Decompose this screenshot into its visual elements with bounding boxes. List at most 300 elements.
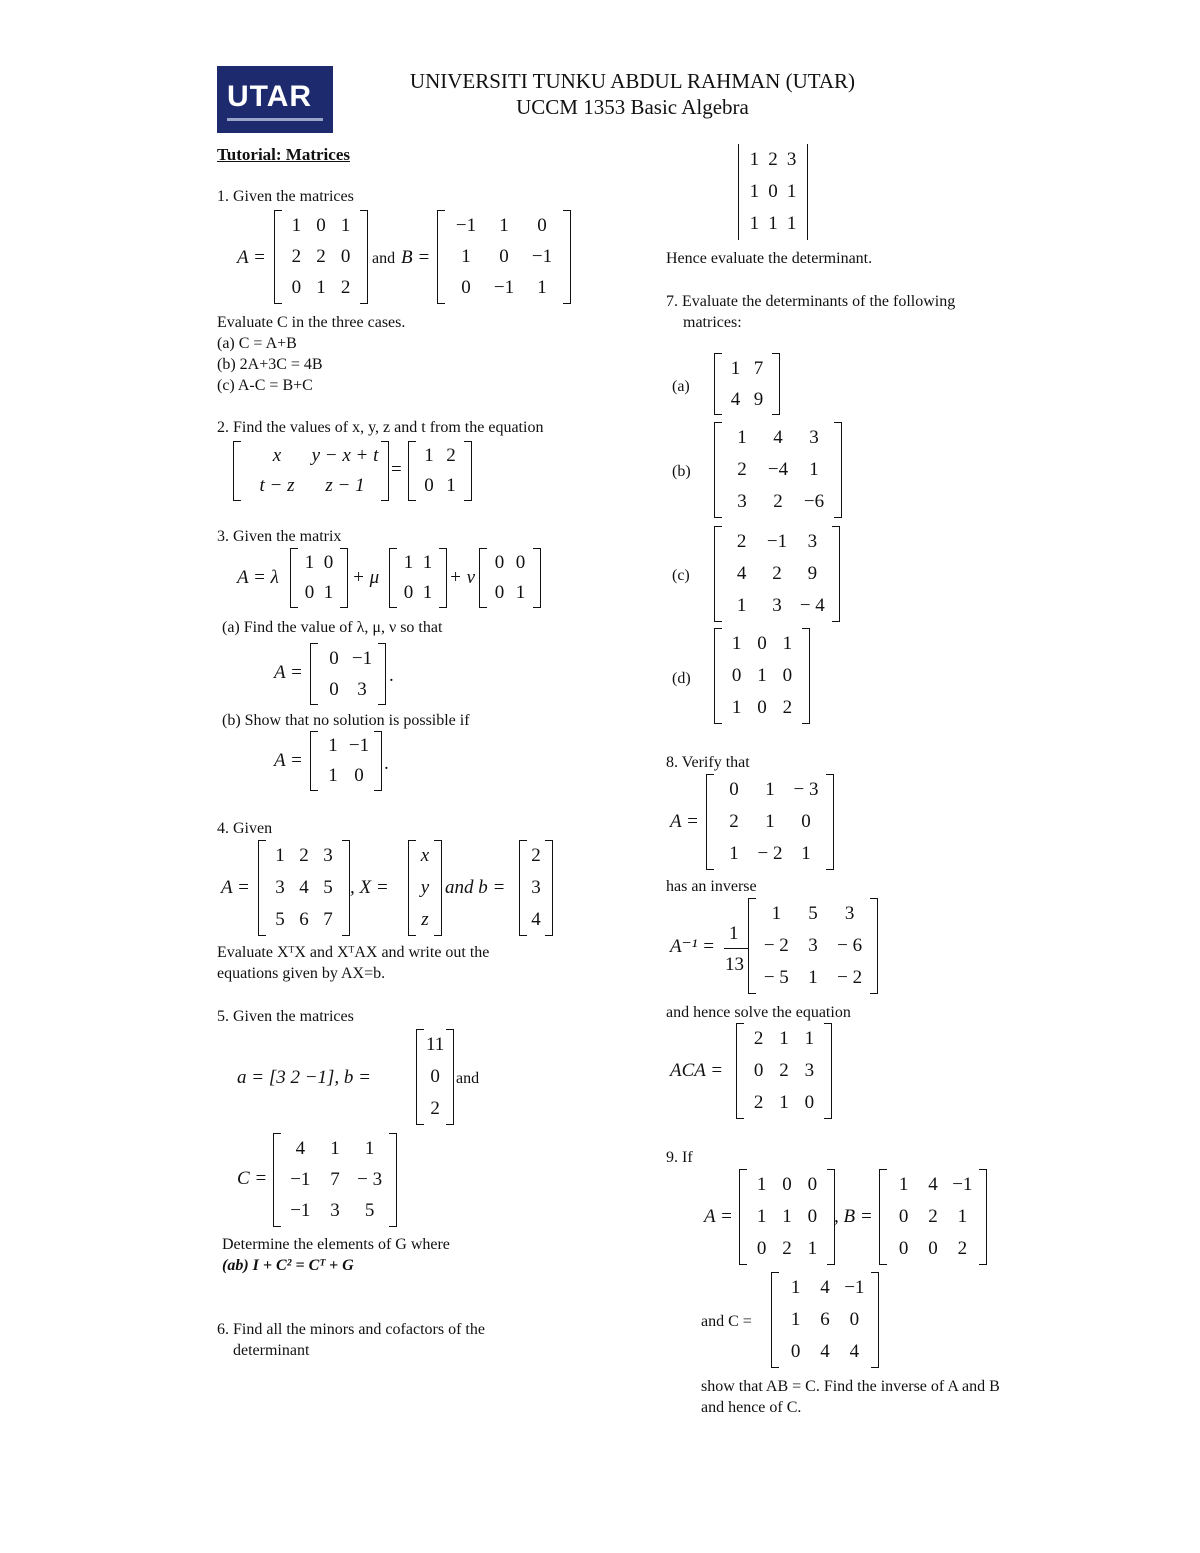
- q8-matrix-a: [706, 774, 834, 870]
- q2-intro: 2. Find the values of x, y, z and t from the equation: [217, 419, 544, 436]
- matrix-cell: 0: [291, 277, 302, 299]
- q9-matrix-b-left-bracket: [879, 1169, 887, 1265]
- matrix-cell: 3: [804, 1060, 815, 1081]
- matrix-cell: z − 1: [325, 475, 365, 496]
- matrix-cell: y − x + t: [311, 445, 379, 466]
- matrix-cell: 0: [316, 214, 326, 236]
- matrix-cell: 0: [804, 1092, 815, 1113]
- q1-matrix-b-left-bracket: [437, 210, 445, 304]
- q8-intro: 8. Verify that: [666, 754, 750, 771]
- matrix-cell: 1: [316, 277, 326, 299]
- matrix-cell: − 2: [763, 935, 789, 956]
- matrix-cell: 0: [757, 697, 767, 718]
- q8-matrix-inverse-right-bracket: [870, 898, 878, 994]
- matrix-cell: −1: [493, 277, 515, 299]
- matrix-cell: 4: [295, 1137, 306, 1159]
- matrix-cell: − 5: [763, 967, 789, 988]
- matrix-cell: 1: [807, 1238, 818, 1259]
- q3-pa-matrix-left-bracket: [310, 643, 318, 705]
- q5-vector-b-right-bracket: [446, 1029, 454, 1125]
- matrix-cell: 2: [446, 445, 456, 466]
- matrix-cell: 1: [756, 1174, 767, 1195]
- matrix-cell: 3: [844, 903, 855, 924]
- q3-matrix-3-right-bracket: [533, 548, 541, 608]
- q2-lhs-matrix-left-bracket: [233, 441, 241, 501]
- q9-matrix-c-left-bracket: [771, 1272, 779, 1368]
- matrix-cell: 2: [957, 1238, 968, 1259]
- q4-b-label: and b =: [445, 877, 506, 898]
- matrix-cell: 0: [494, 582, 505, 603]
- matrix-cell: 1: [537, 277, 547, 299]
- q3-pb-matrix-right-bracket: [374, 731, 382, 791]
- q9-matrix-b: [879, 1169, 987, 1265]
- matrix-cell: 2: [779, 1060, 789, 1081]
- q3-part-b: (b) Show that no solution is possible if: [222, 712, 470, 729]
- q9-matrix-a-left-bracket: [739, 1169, 747, 1265]
- q2-lhs-matrix-cells: [243, 441, 379, 501]
- matrix-cell: 3: [772, 595, 782, 616]
- q3-pa-matrix-right-bracket: [378, 643, 386, 705]
- q1-matrix-a-right-bracket: [360, 210, 368, 304]
- q8-matrix-aca-left-bracket: [736, 1023, 744, 1119]
- q1-matrix-b: [437, 210, 571, 304]
- matrix-cell: 5: [808, 903, 818, 924]
- q4-evaluate: Evaluate XᵀX and XᵀAX and write out the: [217, 944, 490, 961]
- q4-matrix-a-cells: [268, 840, 340, 936]
- matrix-cell: 1: [364, 1137, 375, 1159]
- q3-matrix-2-left-bracket: [389, 548, 397, 608]
- matrix-cell: −1: [952, 1174, 973, 1195]
- q6-line1: 6. Find all the minors and cofactors of the: [217, 1321, 485, 1338]
- q5-determine: Determine the elements of G where: [222, 1236, 450, 1253]
- matrix-cell: 1: [275, 845, 285, 866]
- q8-solve: and hence solve the equation: [666, 1004, 851, 1021]
- q1-matrix-a-cells: [284, 210, 358, 304]
- q9-intro: 9. If: [666, 1149, 693, 1166]
- q8-has-inverse: has an inverse: [666, 878, 757, 895]
- q8-aca-label: ACA =: [670, 1060, 724, 1081]
- q4-intro: 4. Given: [217, 820, 273, 837]
- q6-determinant-right-bar: [807, 144, 808, 240]
- q7-matrix-a-left-bracket: [714, 353, 722, 415]
- matrix-cell: 1: [729, 843, 739, 864]
- tutorial-title: Tutorial: Matrices: [217, 145, 350, 164]
- matrix-cell: 0: [753, 1060, 764, 1081]
- q5-matrix-c-right-bracket: [389, 1133, 397, 1227]
- matrix-cell: 2: [772, 563, 782, 584]
- q1-matrix-b-cells: [447, 210, 561, 304]
- matrix-cell: 0: [898, 1238, 909, 1259]
- matrix-cell: 5: [323, 877, 333, 898]
- q3-matrix-3-left-bracket: [479, 548, 487, 608]
- matrix-cell: 0: [757, 633, 767, 654]
- q8-matrix-a-cells: [716, 774, 824, 870]
- q3-pa-matrix-cells: [320, 643, 376, 705]
- q2-rhs-matrix-cells: [418, 441, 462, 501]
- matrix-cell: 1: [782, 1206, 792, 1227]
- matrix-cell: 1: [291, 214, 302, 236]
- matrix-cell: 4: [773, 427, 783, 448]
- matrix-cell: 1: [804, 1028, 815, 1049]
- matrix-cell: 1: [771, 903, 782, 924]
- matrix-cell: 9: [807, 563, 818, 584]
- q3-a-lambda: A = λ: [237, 567, 279, 588]
- q4-vector-b-right-bracket: [545, 840, 553, 936]
- q3-mu: + μ: [352, 567, 380, 588]
- q9-matrix-b-cells: [889, 1169, 977, 1265]
- q4-vector-b-left-bracket: [519, 840, 527, 936]
- matrix-cell: x: [420, 845, 430, 866]
- matrix-cell: 0: [756, 1238, 767, 1259]
- matrix-cell: −4: [767, 459, 789, 480]
- matrix-cell: 1: [957, 1206, 968, 1227]
- q1-evaluate: Evaluate C in the three cases.: [217, 314, 406, 331]
- matrix-cell: 1: [790, 1309, 801, 1330]
- matrix-cell: 1: [730, 357, 741, 379]
- matrix-cell: 0: [782, 1174, 792, 1195]
- matrix-cell: 0: [729, 779, 739, 800]
- matrix-cell: 0: [323, 552, 334, 573]
- matrix-cell: 1: [749, 149, 760, 170]
- q5-matrix-c-cells: [283, 1133, 387, 1227]
- matrix-cell: 9: [753, 388, 764, 410]
- matrix-cell: 1: [779, 1028, 789, 1049]
- q3-pb-matrix: [310, 731, 382, 791]
- matrix-cell: 4: [820, 1277, 830, 1298]
- q3-pa-matrix: [310, 643, 386, 705]
- matrix-cell: 0: [801, 811, 811, 832]
- matrix-cell: 2: [316, 245, 326, 267]
- q3-pb-label: A =: [274, 750, 303, 771]
- matrix-cell: 0: [731, 665, 742, 686]
- q6-determinant-cells: [745, 144, 801, 240]
- matrix-cell: 3: [275, 877, 285, 898]
- matrix-cell: 1: [786, 181, 797, 202]
- matrix-cell: 0: [461, 277, 471, 299]
- matrix-cell: 4: [730, 388, 741, 410]
- q3-matrix-2-right-bracket: [439, 548, 447, 608]
- q9-matrix-c-right-bracket: [871, 1272, 879, 1368]
- matrix-cell: 0: [499, 245, 509, 267]
- matrix-cell: 2: [928, 1206, 938, 1227]
- matrix-cell: 2: [340, 277, 351, 299]
- q3-part-a: (a) Find the value of λ, μ, ν so that: [222, 619, 443, 636]
- q3-matrix-1-left-bracket: [290, 548, 298, 608]
- matrix-cell: 0: [782, 665, 793, 686]
- q1-intro: 1. Given the matrices: [217, 188, 354, 205]
- q1-a-label: A =: [237, 247, 266, 268]
- matrix-cell: 0: [304, 582, 315, 603]
- matrix-cell: 7: [330, 1168, 340, 1190]
- course-title: UCCM 1353 Basic Algebra: [516, 95, 749, 119]
- q4-matrix-a-left-bracket: [258, 840, 266, 936]
- matrix-cell: 4: [736, 563, 747, 584]
- matrix-cell: 3: [809, 427, 819, 448]
- matrix-cell: 11: [426, 1034, 445, 1055]
- matrix-cell: 3: [330, 1200, 340, 1222]
- matrix-cell: 4: [820, 1341, 830, 1362]
- q3-matrix-3-cells: [489, 548, 531, 608]
- matrix-cell: 1: [768, 213, 778, 234]
- q3-pb-matrix-cells: [320, 731, 372, 791]
- matrix-cell: − 3: [793, 779, 819, 800]
- q5-vector-b-left-bracket: [416, 1029, 424, 1125]
- q8-fraction-numerator: 1: [729, 923, 739, 944]
- q1-matrix-a-left-bracket: [274, 210, 282, 304]
- q4-equations: equations given by AX=b.: [217, 965, 386, 982]
- q4-x-label: , X =: [350, 877, 389, 898]
- university-name: UNIVERSITI TUNKU ABDUL RAHMAN (UTAR): [409, 69, 856, 93]
- q4-matrix-a: [258, 840, 350, 936]
- matrix-cell: 1: [756, 1206, 767, 1227]
- matrix-cell: 1: [765, 811, 775, 832]
- q1-matrix-a: [274, 210, 368, 304]
- matrix-cell: 0: [329, 678, 339, 700]
- matrix-cell: 1: [304, 552, 315, 573]
- matrix-cell: 1: [779, 1092, 789, 1113]
- q7-matrix-b-right-bracket: [834, 422, 842, 518]
- q5-a-label: a = [3 2 −1], b =: [237, 1067, 372, 1088]
- matrix-cell: 1: [801, 843, 811, 864]
- q7-label-d: (d): [672, 670, 691, 687]
- q9-show: show that AB = C. Find the inverse of A and B: [701, 1378, 1000, 1395]
- matrix-cell: 1: [782, 633, 793, 654]
- matrix-cell: 1: [790, 1277, 801, 1298]
- matrix-cell: 3: [357, 678, 367, 700]
- q4-vector-x: [408, 840, 442, 936]
- matrix-cell: 2: [430, 1098, 440, 1119]
- matrix-cell: −1: [290, 1200, 311, 1222]
- matrix-cell: 1: [731, 633, 742, 654]
- matrix-cell: 1: [737, 427, 747, 448]
- q7-matrix-c-right-bracket: [832, 526, 840, 622]
- q8-matrix-inverse-left-bracket: [748, 898, 756, 994]
- q7-label-c: (c): [672, 567, 690, 584]
- q2-rhs-matrix: [408, 441, 472, 501]
- matrix-cell: 2: [299, 845, 309, 866]
- matrix-cell: 0: [430, 1066, 440, 1087]
- matrix-cell: 2: [753, 1028, 764, 1049]
- q3-pa-label: A =: [274, 662, 303, 683]
- matrix-cell: 3: [737, 491, 747, 512]
- matrix-cell: −6: [803, 491, 825, 512]
- matrix-cell: 1: [330, 1137, 340, 1159]
- q1-and: and: [372, 250, 396, 267]
- q4-vector-b: [519, 840, 553, 936]
- q8-matrix-inverse-cells: [758, 898, 868, 994]
- matrix-cell: 1: [765, 779, 775, 800]
- q5-and: and: [456, 1070, 480, 1087]
- q7-matrix-d: [714, 628, 810, 724]
- matrix-cell: 0: [403, 582, 414, 603]
- q7-matrix-c-cells: [724, 526, 830, 622]
- q2-lhs-matrix: [233, 441, 389, 501]
- matrix-cell: 0: [768, 181, 778, 202]
- q3-matrix-3: [479, 548, 541, 608]
- q5-vector-b-cells: [426, 1029, 444, 1125]
- matrix-cell: −1: [351, 647, 373, 669]
- matrix-cell: 3: [786, 149, 797, 170]
- q5-matrix-c: [273, 1133, 397, 1227]
- matrix-cell: −1: [844, 1277, 865, 1298]
- q6-hence: Hence evaluate the determinant.: [666, 250, 873, 267]
- matrix-cell: 0: [849, 1309, 860, 1330]
- matrix-cell: 0: [928, 1238, 938, 1259]
- matrix-cell: 1: [461, 245, 471, 267]
- matrix-cell: 1: [446, 475, 456, 496]
- q7-matrix-d-cells: [724, 628, 800, 724]
- q5-c-label: C =: [237, 1168, 268, 1189]
- matrix-cell: 7: [323, 909, 333, 930]
- matrix-cell: 7: [753, 357, 764, 379]
- q9-matrix-c: [771, 1272, 879, 1368]
- q3-pa-period: .: [389, 665, 394, 686]
- q9-a-label: A =: [704, 1206, 733, 1227]
- q1-part-c: (c) A-C = B+C: [217, 377, 313, 394]
- matrix-cell: 1: [749, 213, 760, 234]
- q3-matrix-1-cells: [300, 548, 338, 608]
- q7-matrix-d-right-bracket: [802, 628, 810, 724]
- matrix-cell: 1: [422, 552, 433, 573]
- matrix-cell: 1: [757, 665, 767, 686]
- q1-matrix-b-right-bracket: [563, 210, 571, 304]
- q4-vector-b-cells: [529, 840, 543, 936]
- q6-line2: determinant: [233, 1342, 310, 1359]
- matrix-cell: −1: [290, 1168, 311, 1190]
- q9-matrix-c-cells: [781, 1272, 869, 1368]
- q3-matrix-1-right-bracket: [340, 548, 348, 608]
- q3-nu: + ν: [449, 567, 476, 588]
- q7-line1: 7. Evaluate the determinants of the following: [666, 293, 956, 310]
- q7-matrix-b-left-bracket: [714, 422, 722, 518]
- matrix-cell: 4: [531, 909, 541, 930]
- matrix-cell: 0: [790, 1341, 801, 1362]
- q4-vector-x-right-bracket: [434, 840, 442, 936]
- matrix-cell: z: [421, 909, 429, 930]
- matrix-cell: 1: [786, 213, 797, 234]
- matrix-cell: 1: [809, 459, 819, 480]
- matrix-cell: 0: [424, 475, 434, 496]
- matrix-cell: t − z: [259, 475, 295, 496]
- matrix-cell: 0: [340, 245, 351, 267]
- matrix-cell: 6: [299, 909, 309, 930]
- matrix-cell: 1: [328, 765, 338, 786]
- matrix-cell: 1: [403, 552, 414, 573]
- matrix-cell: 2: [773, 491, 783, 512]
- matrix-cell: − 3: [357, 1168, 383, 1190]
- matrix-cell: 1: [898, 1174, 909, 1195]
- q1-part-a: (a) C = A+B: [217, 335, 297, 352]
- q3-matrix-1: [290, 548, 348, 608]
- matrix-cell: 1: [749, 181, 760, 202]
- matrix-cell: 1: [731, 697, 742, 718]
- q8-matrix-inverse: [748, 898, 878, 994]
- matrix-cell: 0: [807, 1206, 818, 1227]
- q3-intro: 3. Given the matrix: [217, 528, 342, 545]
- matrix-cell: 2: [768, 149, 778, 170]
- matrix-cell: 0: [354, 765, 364, 786]
- q7-matrix-a-right-bracket: [772, 353, 780, 415]
- matrix-cell: 3: [531, 877, 541, 898]
- q8-fraction-denominator: 13: [725, 954, 744, 975]
- q8-matrix-aca-right-bracket: [824, 1023, 832, 1119]
- q3-matrix-2-cells: [399, 548, 437, 608]
- q7-matrix-a-cells: [724, 353, 770, 415]
- matrix-cell: 6: [820, 1309, 830, 1330]
- q4-matrix-a-right-bracket: [342, 840, 350, 936]
- matrix-cell: 4: [928, 1174, 938, 1195]
- matrix-cell: 1: [323, 582, 334, 603]
- matrix-cell: −1: [455, 214, 477, 236]
- matrix-cell: 2: [729, 811, 739, 832]
- matrix-cell: 2: [291, 245, 302, 267]
- matrix-cell: 1: [340, 214, 351, 236]
- matrix-cell: 2: [753, 1092, 764, 1113]
- q8-matrix-aca: [736, 1023, 832, 1119]
- q8-matrix-a-right-bracket: [826, 774, 834, 870]
- matrix-cell: 0: [494, 552, 505, 573]
- matrix-cell: 0: [898, 1206, 909, 1227]
- q2-rhs-matrix-left-bracket: [408, 441, 416, 501]
- matrix-cell: y: [420, 877, 430, 898]
- matrix-cell: 2: [531, 845, 541, 866]
- q9-b-label: , B =: [834, 1206, 873, 1227]
- matrix-cell: −1: [531, 245, 553, 267]
- matrix-cell: 3: [807, 531, 818, 552]
- matrix-cell: 1: [424, 445, 434, 466]
- q8-fraction-bar: [724, 948, 748, 949]
- matrix-cell: 1: [736, 595, 747, 616]
- q8-inverse-label: A⁻¹ =: [670, 936, 715, 957]
- matrix-cell: 1: [808, 967, 818, 988]
- q9-matrix-a-cells: [749, 1169, 825, 1265]
- q9-matrix-b-right-bracket: [979, 1169, 987, 1265]
- matrix-cell: − 6: [837, 935, 863, 956]
- q7-label-b: (b): [672, 463, 691, 480]
- q2-equals: =: [391, 459, 402, 480]
- matrix-cell: x: [272, 445, 282, 466]
- matrix-cell: 5: [364, 1200, 375, 1222]
- q7-label-a: (a): [672, 378, 690, 395]
- q9-c-label: and C =: [701, 1313, 752, 1330]
- matrix-cell: 0: [537, 214, 547, 236]
- matrix-cell: 3: [323, 845, 333, 866]
- matrix-cell: 0: [807, 1174, 818, 1195]
- matrix-cell: 2: [737, 459, 747, 480]
- q9-hence: and hence of C.: [701, 1399, 802, 1416]
- q8-matrix-a-left-bracket: [706, 774, 714, 870]
- matrix-cell: 1: [328, 735, 338, 756]
- q7-matrix-d-left-bracket: [714, 628, 722, 724]
- q6-determinant-left-bar: [738, 144, 739, 240]
- q6-determinant: [735, 144, 811, 240]
- q2-rhs-matrix-right-bracket: [464, 441, 472, 501]
- matrix-cell: −1: [766, 531, 788, 552]
- q3-pb-matrix-left-bracket: [310, 731, 318, 791]
- matrix-cell: 0: [515, 552, 526, 573]
- matrix-cell: 1: [515, 582, 526, 603]
- matrix-cell: 4: [849, 1341, 860, 1362]
- q3-pb-period: .: [384, 753, 389, 774]
- matrix-cell: 1: [499, 214, 509, 236]
- matrix-cell: −1: [348, 735, 370, 756]
- q5-matrix-c-left-bracket: [273, 1133, 281, 1227]
- q5-intro: 5. Given the matrices: [217, 1008, 354, 1025]
- q5-vector-b: [416, 1029, 454, 1125]
- q9-matrix-a: [739, 1169, 835, 1265]
- matrix-cell: − 2: [837, 967, 863, 988]
- q4-vector-x-left-bracket: [408, 840, 416, 936]
